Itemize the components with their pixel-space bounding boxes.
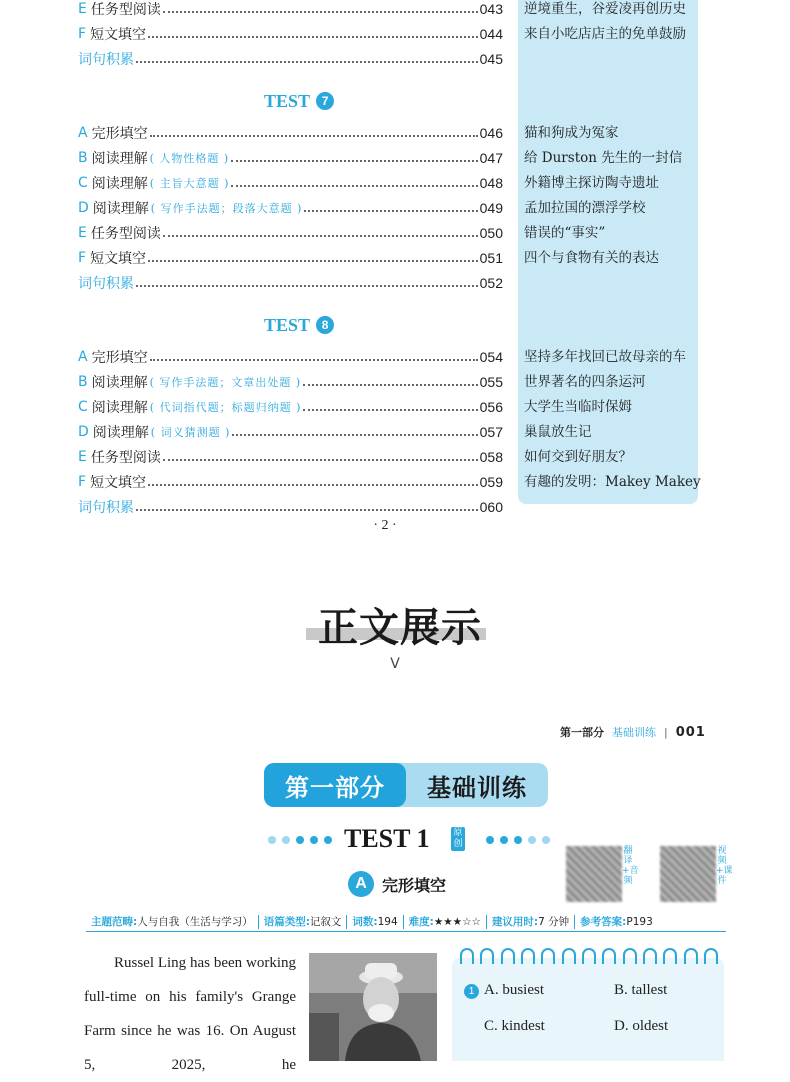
info-item (347, 915, 403, 929)
toc-entry-page: 055 (479, 374, 503, 390)
section-name: 完形填空 (382, 875, 447, 895)
toc-entry-page: 046 (479, 125, 503, 141)
toc-entry-description: 逆境重生，谷爱凌再创历史 (524, 1, 686, 17)
banner-part-label: 第一部分 (264, 763, 406, 807)
toc-entry-note: ( 写作手法题；文章出处题 ) (149, 376, 302, 389)
toc-entry-note: ( 代词指代题；标题归纳题 ) (149, 401, 302, 414)
part-banner (264, 763, 548, 807)
original-tag: 原创 (451, 827, 465, 851)
toc-entry[interactable] (78, 47, 503, 71)
toc-entry-page: 043 (479, 1, 503, 17)
toc-entry-letter: B (78, 374, 88, 390)
running-head-section: 基础训练 (612, 726, 656, 739)
info-key: 建议用时: (491, 916, 539, 928)
toc-entry-name: 任务型阅读 (90, 2, 161, 18)
toc-entry-name: 完形填空 (91, 126, 148, 142)
toc-entry-note: ( 写作手法题；段落大意题 ) (150, 202, 303, 215)
toc-dot-leader (148, 260, 478, 262)
section-title (348, 870, 446, 898)
toc-dot-leader (136, 509, 478, 511)
toc-entry-letter: F (78, 26, 87, 42)
qr-label-translation: 翻译+音频 (622, 846, 639, 886)
toc-entry-description: 给 Durston 先生的一封信 (524, 150, 683, 166)
toc-entry-name: 阅读理解 (92, 425, 149, 441)
toc-entry-page: 045 (479, 51, 503, 67)
toc-dot-leader (304, 210, 477, 212)
toc-entry-description: 外籍博主探访陶寺遗址 (524, 175, 659, 191)
toc-test-heading (264, 313, 384, 337)
toc-entry[interactable] (78, 196, 503, 220)
toc-entry-name: 词句积累 (78, 276, 134, 292)
toc-test-number: 7 (316, 92, 334, 110)
toc-entry[interactable] (78, 420, 503, 444)
toc-dot-leader (136, 285, 478, 287)
toc-entry[interactable] (78, 0, 503, 21)
test-title-text: TEST 1 (344, 824, 430, 853)
toc-entry-page: 048 (479, 175, 503, 191)
toc-dot-leader (150, 135, 478, 137)
info-item (86, 915, 259, 929)
toc-entry-page: 049 (479, 200, 503, 216)
toc-dot-leader (136, 61, 478, 63)
toc-entry-name: 短文填空 (90, 251, 147, 267)
toc-entry-letter: E (78, 225, 87, 241)
info-key: 参考答案: (580, 916, 627, 928)
info-item (259, 915, 348, 929)
farmer-photo (309, 953, 437, 1061)
dot-decoration-right (486, 836, 550, 844)
toc-entry-letter: E (78, 1, 87, 17)
info-item (404, 915, 487, 929)
toc-entry-name: 完形填空 (91, 350, 148, 366)
page-number-mark: · 2 · (373, 518, 397, 533)
toc-entry-page: 044 (479, 26, 503, 42)
toc-entry-page: 058 (479, 449, 503, 465)
toc-entry-description: 来自小吃店店主的免单鼓励 (524, 26, 686, 42)
info-value: 人与自我（生活与学习） (137, 916, 253, 928)
toc-entry[interactable] (78, 445, 503, 469)
info-value: ★★★☆☆ (433, 915, 481, 928)
toc-entry-description: 大学生当临时保姆 (524, 399, 632, 415)
farmer-illustration (309, 953, 437, 1061)
toc-entry-page: 054 (479, 349, 503, 365)
running-head-separator: | (664, 725, 668, 739)
toc-entry-page: 047 (479, 150, 503, 166)
toc-entry[interactable] (78, 22, 503, 46)
toc-entry-page: 057 (479, 424, 503, 440)
toc-dot-leader (150, 359, 478, 361)
toc-entry-page: 059 (479, 474, 503, 490)
toc-entry-name: 任务型阅读 (90, 450, 161, 466)
toc-entry-name: 词句积累 (78, 52, 134, 68)
section-badge: A (348, 871, 374, 897)
toc-entry-letter: D (78, 200, 89, 216)
toc-entry-description: 错误的“事实” (524, 225, 606, 241)
toc-dot-leader (231, 185, 477, 187)
toc-entry[interactable] (78, 345, 503, 369)
qr-label-video: 视频+课件 (716, 846, 733, 886)
toc-dot-leader (231, 160, 477, 162)
info-value: 194 (377, 915, 398, 928)
toc-entry-name: 短文填空 (90, 475, 147, 491)
toc-dot-leader (148, 36, 478, 38)
toc-entry-letter: F (78, 474, 87, 490)
toc-entry-name: 阅读理解 (91, 400, 148, 416)
toc-entry-letter: A (78, 125, 88, 141)
toc-dot-leader (303, 409, 477, 411)
question-number: 1 (464, 984, 479, 999)
toc-entry-description: 四个与食物有关的表达 (524, 250, 659, 266)
test-title (264, 824, 548, 856)
answer-option[interactable]: D. oldest (614, 1018, 669, 1034)
toc-entry-name: 短文填空 (90, 27, 147, 43)
running-head (560, 724, 735, 740)
toc-entry[interactable] (78, 370, 503, 394)
showcase-title: 正文展示 (318, 605, 482, 651)
toc-entry-letter: C (78, 399, 88, 415)
toc-dot-leader (163, 459, 478, 461)
toc-entry-note: ( 人物性格题 ) (149, 152, 230, 165)
toc-dot-leader (148, 484, 478, 486)
toc-test-label: TEST (264, 90, 311, 111)
toc-entry-description: 有趣的发明：Makey Makey (524, 474, 701, 490)
toc-entry-page: 060 (479, 499, 503, 515)
info-value: 7 分钟 (538, 916, 570, 928)
toc-entry-letter: A (78, 349, 88, 365)
answer-card (452, 958, 724, 1061)
toc-entry-name: 阅读理解 (91, 176, 148, 192)
info-key: 语篇类型: (263, 916, 310, 928)
toc-entry[interactable] (78, 271, 503, 295)
dot-decoration-left (268, 836, 332, 844)
answer-option[interactable]: B. tallest (614, 982, 668, 998)
toc-entry-letter: C (78, 175, 88, 191)
info-value: 记叙文 (309, 916, 342, 928)
info-key: 主题范畴: (91, 916, 138, 928)
running-head-page: 001 (675, 724, 706, 740)
toc-entry-description: 坚持多年找回已故母亲的车 (524, 349, 686, 365)
toc-entry-page: 051 (479, 250, 503, 266)
toc-entry-description: 世界著名的四条运河 (524, 374, 646, 390)
passage-text: Russel Ling has been working full-time on his family's Grange Farm since he was 16. On August 5, 2025, he (84, 955, 296, 1073)
toc-entry[interactable] (78, 146, 503, 170)
toc-dot-leader (303, 384, 477, 386)
info-key: 词数: (352, 916, 378, 928)
info-bar (86, 912, 726, 932)
qr-code-video[interactable] (660, 846, 716, 902)
info-value: P193 (626, 915, 653, 928)
toc-dot-leader (232, 434, 477, 436)
toc-entry-name: 阅读理解 (91, 151, 148, 167)
info-item (575, 915, 658, 929)
info-item (487, 915, 575, 929)
showcase-heading (300, 596, 500, 651)
toc-entry-description: 猫和狗成为冤家 (524, 125, 619, 141)
toc-test-heading (264, 89, 384, 113)
toc-dot-leader (163, 11, 478, 13)
toc-test-number: 8 (316, 316, 334, 334)
qr-code-translation[interactable] (566, 846, 622, 902)
toc-entry[interactable] (78, 246, 503, 270)
toc-entry-name: 阅读理解 (91, 375, 148, 391)
toc-entry-name: 词句积累 (78, 500, 134, 516)
toc-entry-page: 052 (479, 275, 503, 291)
toc-entry-name: 阅读理解 (92, 201, 149, 217)
toc-entry[interactable] (78, 221, 503, 245)
toc-entry[interactable] (78, 495, 503, 519)
toc-entry-page: 050 (479, 225, 503, 241)
banner-section-label: 基础训练 (427, 773, 527, 802)
toc-entry-letter: F (78, 250, 87, 266)
toc-entry-note: ( 词义猜测题 ) (150, 426, 231, 439)
toc-entry-description: 如何交到好朋友？ (524, 449, 632, 465)
toc-entry[interactable] (78, 121, 503, 145)
toc-dot-leader (163, 235, 478, 237)
toc-entry-letter: B (78, 150, 88, 166)
toc-test-label: TEST (264, 314, 311, 335)
reading-passage (84, 946, 296, 1082)
toc-entry-name: 任务型阅读 (90, 226, 161, 242)
toc-entry-note: ( 主旨大意题 ) (149, 177, 230, 190)
running-head-part: 第一部分 (560, 726, 604, 739)
info-key: 难度: (408, 916, 434, 928)
toc-entry-description: 孟加拉国的漂浮学校 (524, 200, 646, 216)
binder-rings (460, 948, 718, 968)
toc-entry[interactable] (78, 171, 503, 195)
toc-entry[interactable] (78, 395, 503, 419)
toc-entry[interactable] (78, 470, 503, 494)
toc-entry-letter: D (78, 424, 89, 440)
chevron-down-icon: V (390, 656, 400, 672)
toc-entry-page: 056 (479, 399, 503, 415)
toc-entry-letter: E (78, 449, 87, 465)
answer-option[interactable]: A. busiest (484, 982, 544, 998)
toc-entry-description: 巢鼠放生记 (524, 424, 592, 440)
answer-option[interactable]: C. kindest (484, 1018, 545, 1034)
